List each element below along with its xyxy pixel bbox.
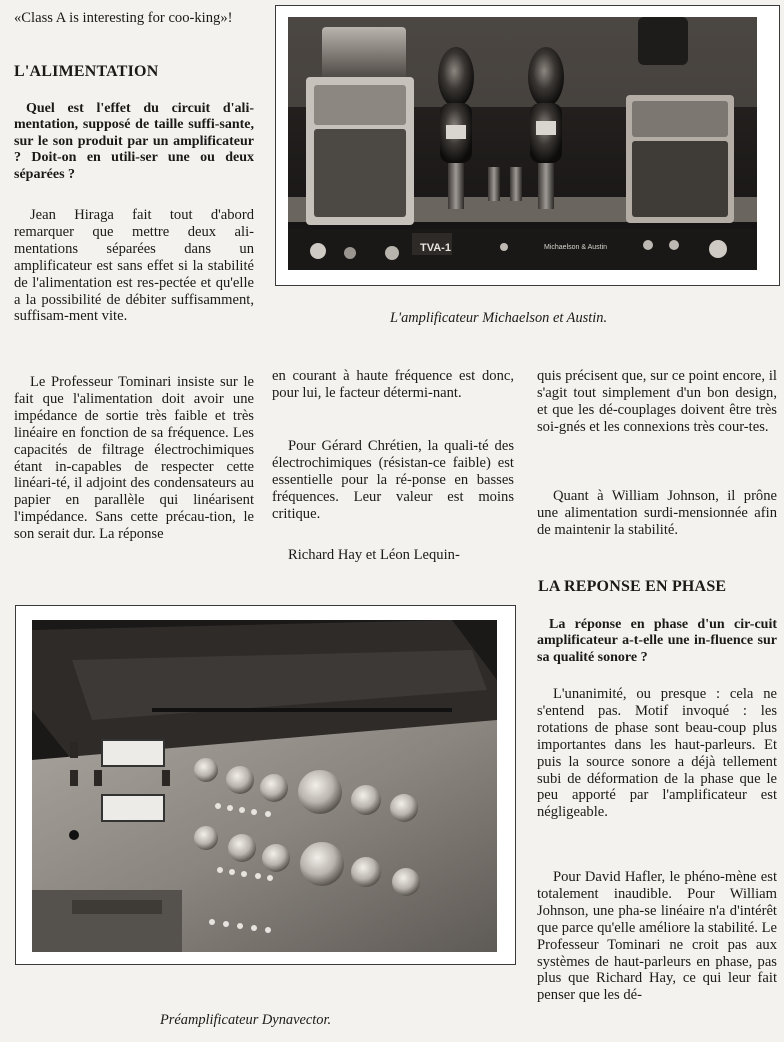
caption-preamplifier: Préamplificateur Dynavector. — [160, 1012, 332, 1028]
paragraph-tominari — [14, 374, 254, 543]
photo-amplifier-michaelson-austin — [288, 17, 757, 270]
paragraph-unanimite — [537, 686, 777, 821]
question-text: Quel est l'effet du circuit d'ali-mentation, supposé de taille suffi-sante, sur le son produit par un amplificateur ? Doit-on en utili-ser une ou deux séparées ? — [14, 101, 254, 182]
paragraph-text: Jean Hiraga fait tout d'abord remarquer que mettre deux ali-mentations séparées dans un amplificateur est sans effet si la stabilité de l'alimentation est res-pectée et qu'elle a la possibilité de débiter suffisamment, suffisam-ment vite. — [14, 207, 254, 325]
paragraph-text: Pour Gérard Chrétien, la quali-té des électrochimiques (résistan-ce faible) est essentielle pour la ré-ponse en basses fréquences. Leur valeur est moins critique. — [272, 438, 514, 522]
caption-amplifier: L'amplificateur Michaelson et Austin. — [390, 310, 608, 326]
question-alimentation — [14, 101, 254, 183]
paragraph-text: L'unanimité, ou presque : cela ne s'entend pas. Motif invoqué : les rotations de phase sont beau-coup plus importantes dans les haut-parleurs. Et puis la source sonore a déjà tellement subi de déformation de la phase que le peu apporté par l'amplificateur est négligeable. — [537, 686, 777, 821]
front-panel-model-label: TVA-1 — [420, 242, 451, 254]
photo-preamplifier-dynavector — [32, 620, 497, 952]
paragraph-johnson — [537, 488, 777, 539]
paragraph-lequinquis-continued — [537, 368, 777, 436]
question-text: La réponse en phase d'un cir-cuit amplificateur a-t-elle une in-fluence sur sa qualité sonore ? — [537, 617, 777, 665]
intro-text: «Class A is interesting for coo-king»! — [14, 10, 233, 26]
paragraph-hay-lequinquis — [272, 547, 514, 564]
paragraph-chretien — [272, 438, 514, 523]
paragraph-text: Le Professeur Tominari insiste sur le fait que l'alimentation doit avoir une impédance de sortie très faible et très linéaire en fonction de sa fréquence. Les capacités de filtrage électrochimiques étant in-capables de respecter cette linéari-té, il adjoint des condensateurs au papier en parallèle qui linéarisent l'impédance. Sans cette précau-tion, le son serait dur. La réponse — [14, 374, 254, 543]
paragraph-text: Pour David Hafler, le phéno-mène est totalement inaudible. Pour William Johnson, une pha-se linéaire n'a d'intérêt que parce qu'elle améliore la stabilité. Le Professeur Tominari ne croit pas aux systèmes de haut-parleurs en phase, pas plus que Richard Hay, ce qui leur fait penser que les dé- — [537, 869, 777, 1004]
intro-paragraph-end — [14, 10, 254, 27]
paragraph-text: Quant à William Johnson, il prône une alimentation surdi-mensionnée afin de maintenir la stabilité. — [537, 488, 777, 538]
paragraph-hafler — [537, 869, 777, 1004]
question-phase — [537, 617, 777, 666]
paragraph-tominari-continued — [272, 368, 514, 402]
paragraph-text: quis précisent que, sur ce point encore, il s'agit tout simplement d'un bon design, et que les dé-couplages doivent être très soi-gnés et les connexions très cour-tes. — [537, 368, 777, 435]
paragraph-text: en courant à haute fréquence est donc, pour lui, le facteur détermi-nant. — [272, 368, 514, 401]
paragraph-hiraga — [14, 207, 254, 325]
paragraph-text: Richard Hay et Léon Lequin- — [288, 547, 460, 563]
front-panel-brand-label: Michaelson & Austin — [544, 244, 608, 251]
section-heading-alimentation: L'ALIMENTATION — [14, 63, 159, 80]
section-heading-phase: LA REPONSE EN PHASE — [538, 578, 727, 595]
